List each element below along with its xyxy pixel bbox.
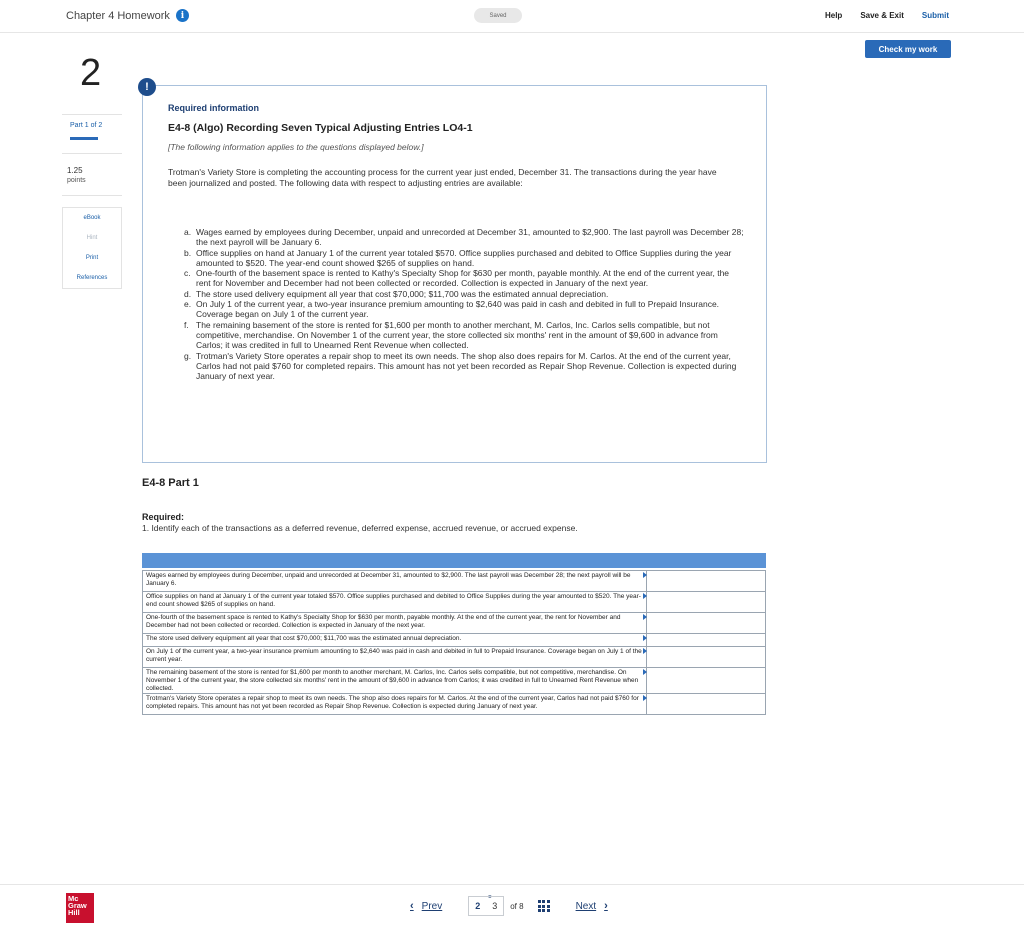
info-note: [The following information applies to the questions displayed below.] <box>168 142 424 152</box>
grid-icon[interactable] <box>538 900 550 912</box>
divider <box>62 114 122 115</box>
page-selector <box>468 896 504 916</box>
page-next-number[interactable]: 3 <box>492 901 498 911</box>
row-description: Trotman's Variety Store operates a repair shop to meet its own needs. The shop also does repairs for M. Carlos. At the end of the current year, Carlos had not paid $760 for completed repairs. This amount has not yet been recorded as Repair Shop Revenue. Collection is expected during January of next year. <box>143 694 647 715</box>
item-text: Wages earned by employees during December, unpaid and unrecorded at December 31, amounted to $2,900. The last payroll was December 28; the next payroll will be January 6. <box>196 227 744 248</box>
item-letter: f. <box>184 319 189 330</box>
answer-table <box>142 553 766 715</box>
row-description: One-fourth of the basement space is rented to Kathy's Specialty Shop for $630 per month, payable monthly. At the end of the current year, the rent for November and December had not been collected or recorded. Collection is expected in January of the next year. <box>143 613 647 634</box>
save-exit-link[interactable]: Save & Exit <box>860 11 904 20</box>
transaction-list <box>184 227 744 381</box>
table-row <box>143 613 766 634</box>
list-item <box>184 289 744 299</box>
row-description: Wages earned by employees during December, unpaid and unrecorded at December 31, amounted to $2,900. The last payroll was December 28; the next payroll will be January 6. <box>143 571 647 592</box>
print-link[interactable]: Print <box>85 255 99 261</box>
row-description: The remaining basement of the store is rented for $1,600 per month to another merchant, M. Carlos, Inc. Carlos sells compatible, but not competitive, merchandise. On November 1 of the current year, the store collected six months' rent in the amount of $9,600 in advance from Carlos; it was credited in full to Unearned Rent Revenue when collected. <box>143 668 647 694</box>
item-text: Office supplies on hand at January 1 of the current year totaled $570. Office supplies purchased and debited to Office Supplies during the year amounted to $520. The year-end count showed $265 of supplies on hand. <box>196 247 732 268</box>
points-value: 1.25 <box>67 166 83 175</box>
exercise-title: E4-8 (Algo) Recording Seven Typical Adjusting Entries LO4-1 <box>168 122 473 134</box>
submit-link[interactable]: Submit <box>921 11 949 20</box>
answer-dropdown[interactable] <box>647 647 766 668</box>
item-letter: c. <box>184 268 191 279</box>
table-row <box>143 647 766 668</box>
table-row <box>143 694 766 715</box>
prev-label: Prev <box>421 900 443 912</box>
row-description: The store used delivery equipment all year that cost $70,000; $11,700 was the estimated annual depreciation. <box>143 634 647 647</box>
next-button[interactable] <box>576 900 608 912</box>
next-label: Next <box>575 900 597 912</box>
question-number: 2 <box>80 52 102 94</box>
mcgraw-hill-logo: Mc Graw Hill <box>66 893 94 923</box>
item-text: On July 1 of the current year, a two-year insurance premium amounting to $2,640 was paid in cash and debited in full to Prepaid Insurance. Coverage began on July 1 of the current year. <box>196 299 720 320</box>
list-item <box>184 320 744 351</box>
alert-icon: ! <box>138 78 156 96</box>
item-text: Trotman's Variety Store operates a repair shop to meet its own needs. The shop also does repairs for M. Carlos. At the end of the current year, Carlos had not paid $760 for completed repairs. This amount has not yet been recorded as Repair Shop Revenue. Collection is expected during January of next year. <box>196 350 737 382</box>
points-label: points <box>67 177 86 184</box>
list-item <box>184 351 744 382</box>
page-current[interactable]: 2 <box>475 901 481 911</box>
link-icon: ⚭ <box>487 894 493 901</box>
part-label: Part 1 of 2 <box>70 122 103 129</box>
item-letter: d. <box>184 288 192 299</box>
chapter-title <box>66 9 189 22</box>
list-item <box>184 227 744 248</box>
help-link[interactable]: Help <box>824 11 843 20</box>
ebook-link[interactable]: eBook <box>83 215 101 221</box>
answer-dropdown[interactable] <box>647 613 766 634</box>
chevron-left-icon: ‹ <box>410 900 414 912</box>
top-bar <box>0 0 1024 33</box>
side-tools <box>62 207 122 289</box>
info-icon[interactable]: i <box>176 9 189 22</box>
table-row <box>143 634 766 647</box>
answer-dropdown[interactable] <box>647 694 766 715</box>
item-letter: b. <box>184 247 192 258</box>
table-row <box>143 592 766 613</box>
chapter-title-text: Chapter 4 Homework <box>66 9 170 22</box>
intro-text: Trotman's Variety Store is completing the accounting process for the current year just ended, December 31. The transactions during the year have been journalized and posted. The following data with respect to adjusting entries are available: <box>168 167 717 188</box>
divider <box>62 195 122 196</box>
answer-dropdown[interactable] <box>647 592 766 613</box>
divider <box>62 153 122 154</box>
saved-status: Saved <box>474 8 522 23</box>
item-text: The remaining basement of the store is rented for $1,600 per month to another merchant, M. Carlos, Inc. Carlos sells compatible, but not competitive, merchandise. On November 1 of the current year, the store collected six months' rent in the amount of $9,600 in advance from Carlos; it was credited in full to Unearned Rent Revenue when collected. <box>196 319 718 351</box>
check-my-work-button[interactable]: Check my work <box>865 40 951 58</box>
required-text: 1. Identify each of the transactions as a deferred revenue, deferred expense, accrued revenue, or accrued expense. <box>142 523 578 533</box>
list-item <box>184 299 744 320</box>
part-progress-bar <box>70 137 98 140</box>
item-letter: e. <box>184 299 192 310</box>
required-info-heading: Required information <box>168 103 260 113</box>
part-title: E4-8 Part 1 <box>142 477 199 489</box>
table-row <box>143 571 766 592</box>
answer-dropdown[interactable] <box>647 571 766 592</box>
table-row <box>143 668 766 694</box>
pagination <box>410 896 608 916</box>
hint-link[interactable]: Hint <box>86 235 98 241</box>
item-text: One-fourth of the basement space is rented to Kathy's Specialty Shop for $630 per month, payable monthly. At the end of the current year, the rent for November and December had not been collected or recorded. Collection is expected in January of the next year. <box>196 268 730 289</box>
row-description: Office supplies on hand at January 1 of the current year totaled $570. Office supplies purchased and debited to Office Supplies during the year amounted to $520. The year-end count showed $265 of supplies on hand. <box>143 592 647 613</box>
prev-button[interactable] <box>410 900 442 912</box>
item-letter: g. <box>184 350 192 361</box>
answer-dropdown[interactable] <box>647 634 766 647</box>
list-item <box>184 268 744 289</box>
chevron-right-icon: › <box>604 900 608 912</box>
answer-dropdown[interactable] <box>647 668 766 694</box>
list-item <box>184 248 744 269</box>
top-links <box>807 11 949 20</box>
header-cell <box>647 554 766 568</box>
table-header-row <box>143 554 766 568</box>
required-label: Required: <box>142 512 185 522</box>
references-link[interactable]: References <box>76 275 108 281</box>
item-text: The store used delivery equipment all year that cost $70,000; $11,700 was the estimated annual depreciation. <box>196 288 609 299</box>
item-letter: a. <box>184 227 192 237</box>
header-cell <box>143 554 647 568</box>
row-description: On July 1 of the current year, a two-year insurance premium amounting to $2,640 was paid in cash and debited in full to Prepaid Insurance. Coverage began on July 1 of the current year. <box>143 647 647 668</box>
page-total: of 8 <box>510 901 524 911</box>
